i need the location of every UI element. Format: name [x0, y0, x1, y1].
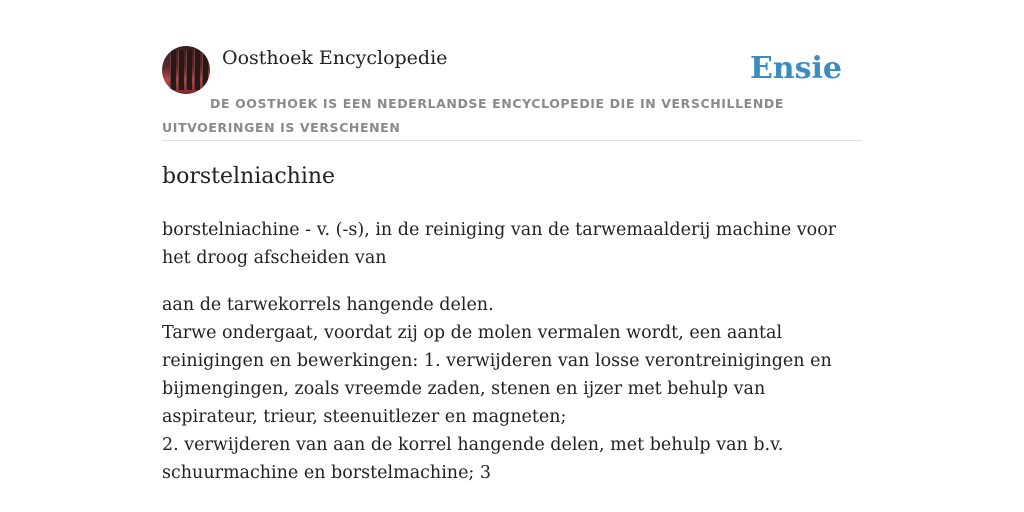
article-body — [162, 216, 862, 506]
page-title: borstelniachine — [162, 164, 336, 189]
ensie-logo-link[interactable]: Ensie — [749, 51, 842, 86]
site-tagline: DE OOSTHOEK IS EEN NEDERLANDSE ENCYCLOPEDIE DIE IN VERSCHILLENDE UITVOERINGEN IS VERSCHENEN — [162, 96, 784, 135]
description-line: aan de tarwekorrels hangende delen. — [162, 295, 494, 315]
description-line: Tarwe ondergaat, voordat zij op de molen vermalen wordt, een aantal reinigingen en bewerkingen: 1. verwijderen van losse verontreinigingen en bijmengingen, zoals vreemde zaden, stenen en ijzer met behulp van aspirateur, trieur, steenuitlezer en magneten; — [162, 323, 832, 427]
encyclopedia-avatar-icon[interactable] — [162, 46, 210, 94]
site-header — [162, 46, 862, 141]
definition-paragraph: borstelniachine - v. (-s), in de reiniging van de tarwemaalderij machine voor het droog afscheiden van — [162, 220, 837, 268]
description-paragraph — [162, 291, 862, 487]
site-name-link[interactable]: Oosthoek Encyclopedie — [222, 47, 448, 69]
description-line: 2. verwijderen van aan de korrel hangende delen, met behulp van b.v. schuurmachine en borstelmachine; 3 — [162, 435, 784, 483]
